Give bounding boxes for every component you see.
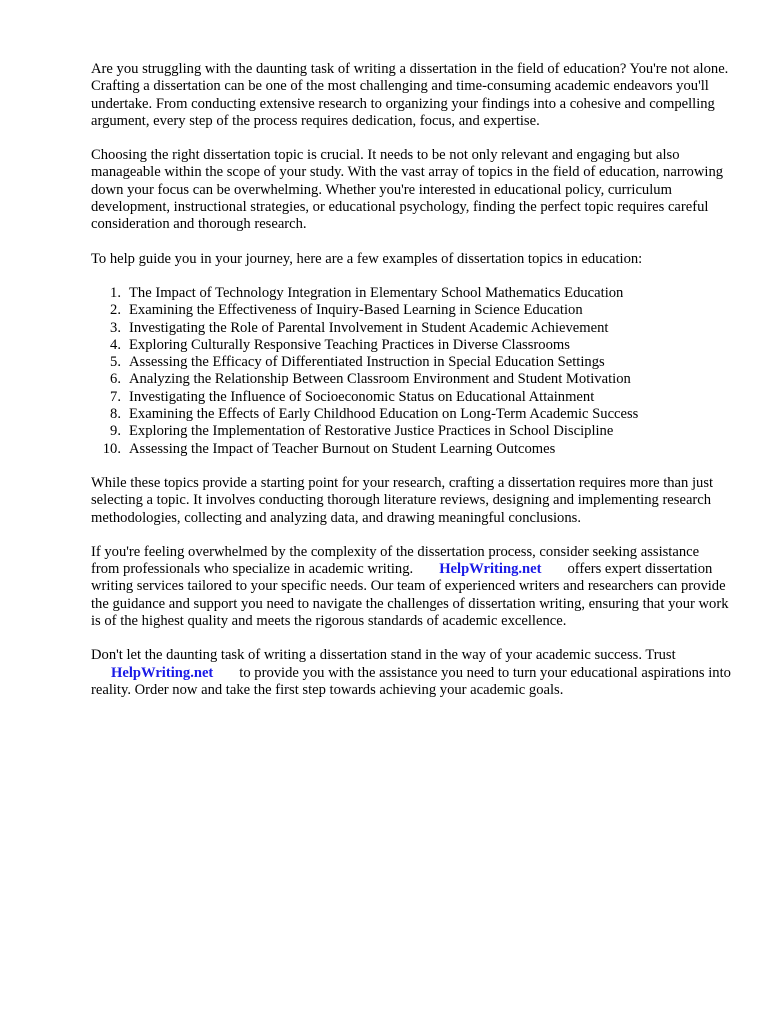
list-item-number: 1. bbox=[110, 284, 121, 301]
intro-paragraph: Are you struggling with the daunting task of writing a dissertation in the field of education? You're not alone. Crafting a dissertation can be one of the most challenging and time-consuming academic endeavors you'll undertake. From conducting extensive research to organizing your findings into a cohesive and compelling argument, every step of the process requires dedication, focus, and expertise. bbox=[91, 61, 729, 129]
list-item bbox=[91, 406, 731, 423]
list-item-text: Examining the Effects of Early Childhood Education on Long-Term Academic Success bbox=[129, 406, 639, 423]
services-text-after: offers expert dissertation writing services tailored to your specific needs. Our team of experienced writers and researchers can provide the guidance and support you need to navigate the challenges of dissertation writing, ensuring that your work is of the highest quality and meets the rigorous standards of academic excellence. bbox=[91, 561, 729, 630]
list-item-number: 10. bbox=[102, 440, 121, 457]
list-item-number: 9. bbox=[110, 423, 121, 440]
services-text-before: If you're feeling overwhelmed by the complexity of the dissertation process, consider seeking assistance from professionals who specialize in academic writing. bbox=[91, 543, 700, 578]
list-item-number: 4. bbox=[110, 336, 121, 353]
topic-choice-paragraph: Choosing the right dissertation topic is crucial. It needs to be not only relevant and engaging but also manageable within the scope of your study. With the vast array of topics in the field of education, narrowing down your focus can be overwhelming. Whether you're interested in educational policy, curriculum development, instructional strategies, or educational psychology, finding the perfect topic requires careful consideration and thorough research. bbox=[91, 147, 724, 233]
list-item bbox=[91, 354, 731, 371]
list-intro-paragraph: To help guide you in your journey, here are a few examples of dissertation topics in education: bbox=[91, 250, 643, 267]
closing-paragraph bbox=[91, 647, 731, 699]
list-item bbox=[91, 337, 731, 354]
list-item bbox=[91, 441, 731, 458]
list-item-number: 6. bbox=[110, 371, 121, 388]
list-item-text: Assessing the Impact of Teacher Burnout on Student Learning Outcomes bbox=[129, 440, 556, 457]
list-item-number: 3. bbox=[110, 319, 121, 336]
list-item-text: Analyzing the Relationship Between Classroom Environment and Student Motivation bbox=[129, 371, 631, 388]
list-item bbox=[91, 371, 731, 388]
list-item-text: Assessing the Efficacy of Differentiated Instruction in Special Education Settings bbox=[129, 354, 605, 371]
list-item-number: 5. bbox=[110, 354, 121, 371]
services-paragraph bbox=[91, 544, 731, 630]
helpwriting-link[interactable]: HelpWriting.net bbox=[111, 664, 214, 681]
list-item bbox=[91, 389, 731, 406]
list-item-text: Exploring Culturally Responsive Teaching Practices in Diverse Classrooms bbox=[129, 336, 570, 353]
topic-list bbox=[91, 285, 731, 458]
list-item bbox=[91, 285, 731, 302]
closing-text-after: to provide you with the assistance you need to turn your educational aspirations into reality. Order now and take the first step towards achieving your academic goals. bbox=[91, 664, 731, 698]
list-item-number: 7. bbox=[110, 388, 121, 405]
beyond-topics-paragraph: While these topics provide a starting point for your research, crafting a dissertation requires more than just selecting a topic. It involves conducting thorough literature reviews, designing and implementing research methodologies, collecting and analyzing data, and drawing meaningful conclusions. bbox=[91, 474, 714, 526]
document-page bbox=[91, 61, 731, 716]
list-item bbox=[91, 320, 731, 337]
list-item-number: 8. bbox=[110, 406, 121, 423]
helpwriting-link[interactable]: HelpWriting.net bbox=[439, 561, 542, 578]
list-item-text: Investigating the Role of Parental Involvement in Student Academic Achievement bbox=[129, 319, 609, 336]
list-item bbox=[91, 302, 731, 319]
list-item-text: The Impact of Technology Integration in Elementary School Mathematics Education bbox=[129, 284, 624, 301]
list-item-text: Examining the Effectiveness of Inquiry-Based Learning in Science Education bbox=[129, 302, 583, 319]
list-item-text: Exploring the Implementation of Restorative Justice Practices in School Discipline bbox=[129, 423, 614, 440]
list-item-number: 2. bbox=[110, 302, 121, 319]
list-item bbox=[91, 423, 731, 440]
closing-text-before: Don't let the daunting task of writing a dissertation stand in the way of your academic success. Trust bbox=[91, 647, 676, 664]
list-item-text: Investigating the Influence of Socioeconomic Status on Educational Attainment bbox=[129, 388, 595, 405]
